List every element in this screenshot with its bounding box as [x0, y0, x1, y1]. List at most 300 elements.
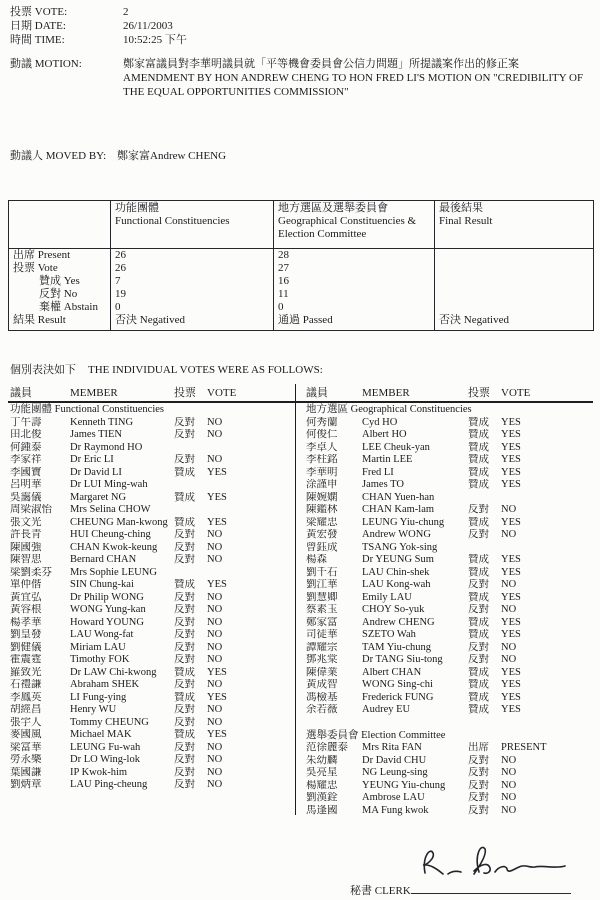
- present-final: [435, 249, 594, 263]
- member-name-en: CHAN Kwok-keung: [70, 541, 158, 553]
- member-name-zh: 吳靄儀: [10, 491, 42, 503]
- member-name-zh: 張宇人: [10, 716, 42, 728]
- vote-en: YES: [207, 491, 227, 503]
- table-row: [306, 805, 593, 818]
- abstain-final: [435, 301, 594, 314]
- result-geographical: 通過 Passed: [274, 314, 435, 331]
- present-label: 出席 Present: [9, 249, 111, 263]
- vote-en: NO: [501, 604, 517, 615]
- member-name-en: Abraham SHEK: [70, 679, 140, 690]
- member-name-zh: 李卓人: [306, 441, 338, 453]
- clerk-signature-scribble: [413, 841, 571, 885]
- table-row: [306, 454, 593, 467]
- no-functional: 19: [111, 288, 274, 301]
- member-name-en: LEUNG Yiu-chung: [362, 516, 445, 528]
- vote-en: NO: [207, 641, 223, 653]
- member-name-en: Dr LUI Ming-wah: [70, 479, 148, 490]
- member-name-zh: 陳偉業: [306, 666, 338, 678]
- table-row: [306, 604, 593, 617]
- functional-votes-list: [10, 404, 293, 792]
- vote-zh: 贊成: [468, 479, 489, 490]
- member-name-zh: 余若薇: [306, 704, 338, 715]
- member-name-en: Frederick FUNG: [362, 691, 434, 703]
- vote-zh: 贊成: [468, 516, 489, 528]
- summary-header-functional-zh: 功能團體: [115, 202, 159, 214]
- vote-en: NO: [501, 754, 517, 766]
- table-row: [306, 667, 593, 680]
- vote-en: YES: [501, 554, 521, 565]
- summary-header-geographical: [274, 201, 435, 249]
- member-name-zh: 劉江華: [306, 579, 338, 590]
- individual-votes-intro-zh: 個別表決如下: [10, 364, 76, 376]
- moved-by-label: 動議人 MOVED BY:: [10, 150, 107, 162]
- summary-header-row: [9, 201, 594, 249]
- table-row: [306, 567, 593, 580]
- member-name-zh: 楊森: [306, 554, 327, 565]
- result-final: 否決 Negatived: [435, 314, 594, 331]
- table-row: [306, 479, 593, 492]
- vote-zh: 贊成: [468, 554, 489, 565]
- vote-en: NO: [207, 704, 223, 715]
- vote-zh: [468, 542, 501, 555]
- vote-en: PRESENT: [501, 742, 547, 753]
- table-row: [306, 529, 593, 542]
- table-row: [306, 492, 593, 505]
- vote-en-header: VOTE: [501, 387, 531, 399]
- table-row: [306, 742, 593, 755]
- vote-en: YES: [501, 516, 521, 528]
- table-row: [306, 755, 593, 768]
- member-name-zh: 李華明: [306, 466, 338, 478]
- vote-en: YES: [501, 629, 521, 640]
- summary-header-geographical-en: Geographical Constituencies & Election Committee: [278, 215, 417, 240]
- vote-zh: [174, 567, 207, 580]
- vote-en: NO: [207, 766, 223, 778]
- table-row: [10, 542, 293, 555]
- member-name-zh: 黃宏發: [306, 529, 338, 540]
- table-row: [10, 654, 293, 667]
- table-row: [9, 275, 594, 288]
- table-row: [306, 554, 593, 567]
- table-row: [306, 692, 593, 705]
- table-row: [306, 442, 593, 455]
- member-name-zh: 劉千石: [306, 566, 338, 578]
- table-row: [10, 442, 293, 455]
- vote-en: NO: [501, 804, 517, 816]
- member-name-zh: 鄧兆棠: [306, 654, 338, 665]
- vote-en: NO: [207, 454, 223, 465]
- member-name-en: CHAN Yuen-han: [362, 491, 435, 503]
- vote-en: YES: [501, 429, 521, 440]
- member-name-zh: 羅致光: [10, 666, 42, 678]
- member-name-zh: 黃容根: [10, 604, 42, 615]
- vote-zh: 贊成: [174, 466, 195, 478]
- vote-en: YES: [501, 691, 521, 703]
- member-name-en: Margaret NG: [70, 491, 127, 503]
- member-name-en: LAU Wong-fat: [70, 629, 134, 640]
- member-name-en: Dr YEUNG Sum: [362, 554, 434, 565]
- vote-number-value: 2: [123, 6, 129, 18]
- member-name-zh: 司徒華: [306, 629, 338, 640]
- individual-votes-intro-en: THE INDIVIDUAL VOTES WERE AS FOLLOWS:: [88, 364, 323, 376]
- vote-en: YES: [501, 704, 521, 715]
- table-row: [306, 654, 593, 667]
- vote-zh: 反對: [468, 754, 489, 766]
- member-name-en: LEE Cheuk-yan: [362, 441, 430, 453]
- abstain-functional: 0: [111, 301, 274, 314]
- vote-zh: 反對: [174, 416, 195, 428]
- table-row: [306, 429, 593, 442]
- vote-zh: 反對: [174, 616, 195, 628]
- member-name-zh: 黃宜弘: [10, 591, 42, 603]
- vote-en: NO: [207, 541, 223, 553]
- member-name-zh: 陳國強: [10, 541, 42, 553]
- member-name-en: Dr TANG Siu-tong: [362, 654, 443, 665]
- vote-en: YES: [501, 616, 521, 628]
- table-row: [9, 249, 594, 263]
- vote-en: [207, 567, 293, 580]
- vote-zh: 反對: [174, 716, 195, 728]
- member-name-zh: 劉慧卿: [306, 591, 338, 603]
- vote-zh: 反對: [468, 792, 489, 803]
- member-name-zh: 范徐麗泰: [306, 742, 348, 753]
- member-name-en: Ambrose LAU: [362, 792, 425, 803]
- vote-en: NO: [501, 641, 517, 653]
- present-geographical: 28: [274, 249, 435, 263]
- vote-en: NO: [207, 754, 223, 765]
- member-name-zh: 霍震霆: [10, 654, 42, 665]
- vote-zh: 反對: [174, 779, 195, 790]
- member-name-en: Dr LAW Chi-kwong: [70, 666, 157, 678]
- vote-zh: 贊成: [468, 679, 489, 690]
- table-row: [306, 780, 593, 793]
- vote-zh: 贊成: [468, 416, 489, 428]
- vote-geographical: 27: [274, 262, 435, 275]
- vote-en: [207, 442, 293, 455]
- table-row: [306, 679, 593, 692]
- vote-en: NO: [501, 654, 517, 665]
- summary-header-final-zh: 最後結果: [439, 202, 483, 214]
- member-en-header: MEMBER: [362, 387, 410, 399]
- member-name-zh: 周梁淑怡: [10, 504, 52, 515]
- section-title-election-committee: 選舉委員會 Election Committee: [306, 729, 446, 741]
- vote-final: [435, 262, 594, 275]
- vote-zh: 反對: [174, 754, 195, 765]
- clerk-signature-block: [350, 882, 571, 898]
- vote-zh: 反對: [174, 529, 195, 540]
- vote-en: NO: [207, 591, 223, 603]
- member-name-zh: 張文光: [10, 516, 42, 528]
- result-label: 結果 Result: [9, 314, 111, 331]
- time-value: 10:52:25 下午: [123, 34, 187, 46]
- vote-en: NO: [207, 716, 223, 728]
- clerk-label: 秘書 CLERK: [350, 885, 411, 897]
- member-name-zh: 單仲偕: [10, 579, 42, 590]
- vote-zh: 反對: [174, 454, 195, 465]
- member-name-zh: 何鍾泰: [10, 441, 42, 453]
- member-name-en: Dr David LI: [70, 466, 122, 478]
- table-row: [10, 767, 293, 780]
- table-row: [10, 754, 293, 767]
- vote-zh: 出席: [468, 742, 489, 753]
- member-name-en: NG Leung-sing: [362, 767, 428, 778]
- member-name-en: Dr Philip WONG: [70, 591, 144, 603]
- table-row: [306, 767, 593, 780]
- member-name-zh: 劉炳章: [10, 779, 42, 790]
- member-name-en: CHOY So-yuk: [362, 604, 425, 615]
- member-name-en: Audrey EU: [362, 704, 411, 715]
- member-name-en: YEUNG Yiu-chung: [362, 779, 446, 791]
- member-name-en: CHAN Kam-lam: [362, 504, 435, 515]
- vote-zh: 贊成: [174, 491, 195, 503]
- vote-number-label: 投票 VOTE:: [10, 6, 68, 18]
- table-row: [306, 592, 593, 605]
- vote-zh: 贊成: [468, 591, 489, 603]
- summary-header-empty: [9, 201, 111, 249]
- vote-zh: 反對: [468, 654, 489, 665]
- time-label: 時間 TIME:: [10, 34, 65, 46]
- table-row: [10, 729, 293, 742]
- member-name-zh: 李國寶: [10, 466, 42, 478]
- vote-en: YES: [207, 729, 227, 740]
- member-name-en: James TO: [362, 479, 404, 490]
- member-name-en: Mrs Selina CHOW: [70, 504, 151, 515]
- vote-zh: 贊成: [468, 616, 489, 628]
- member-name-en: LAU Ping-cheung: [70, 779, 148, 790]
- member-name-en: Emily LAU: [362, 591, 412, 603]
- member-name-zh: 鄭家富: [306, 616, 338, 628]
- member-name-en: CHEUNG Man-kwong: [70, 516, 168, 528]
- table-row: [9, 262, 594, 275]
- table-row: [10, 454, 293, 467]
- vote-en: [207, 479, 293, 492]
- vote-en: NO: [207, 554, 223, 565]
- member-name-zh: 田北俊: [10, 429, 42, 440]
- vote-en: NO: [501, 792, 517, 803]
- vote-en: YES: [501, 666, 521, 678]
- vote-en: NO: [207, 416, 223, 428]
- vote-zh: 反對: [174, 654, 195, 665]
- member-name-zh: 朱幼麟: [306, 754, 338, 766]
- vote-en: NO: [501, 579, 517, 590]
- vote-zh: 反對: [174, 604, 195, 615]
- member-name-en: Dr LO Wing-lok: [70, 754, 140, 765]
- vote-zh: 反對: [468, 779, 489, 791]
- vote-label: 投票 Vote: [9, 262, 111, 275]
- table-row: [306, 629, 593, 642]
- section-title-functional: 功能團體 Functional Constituencies: [10, 404, 164, 415]
- vote-zh: 反對: [174, 629, 195, 640]
- table-row: [306, 579, 593, 592]
- member-name-zh: 許長青: [10, 529, 42, 540]
- vote-zh: 反對: [468, 767, 489, 778]
- member-name-en: LAU Chin-shek: [362, 566, 430, 578]
- member-name-en: Martin LEE: [362, 454, 413, 465]
- vote-en: NO: [207, 654, 223, 665]
- table-row: [10, 554, 293, 567]
- member-name-en: LEUNG Fu-wah: [70, 741, 141, 753]
- summary-header-functional: [111, 201, 274, 249]
- vote-en: [501, 492, 593, 505]
- motion-text-zh: 鄭家富議員對李華明議員就「平等機會委員會公信力問題」所提議案作出的修正案: [123, 58, 519, 70]
- vote-en: YES: [501, 566, 521, 578]
- moved-by-value: 鄭家富Andrew CHENG: [117, 150, 227, 162]
- member-name-zh: 丁午壽: [10, 416, 42, 428]
- no-final: [435, 288, 594, 301]
- vote-en: YES: [207, 666, 227, 678]
- table-row: [10, 717, 293, 730]
- yes-label: 贊成 Yes: [9, 275, 111, 288]
- member-name-zh: 石禮謙: [10, 679, 42, 690]
- vote-zh: 反對: [468, 504, 489, 515]
- member-name-zh: 吳亮星: [306, 767, 338, 778]
- member-name-en: Dr Eric LI: [70, 454, 114, 465]
- vote-zh-header: 投票: [174, 387, 196, 399]
- member-name-en: MA Fung kwok: [362, 804, 429, 816]
- vote-zh: 贊成: [468, 566, 489, 578]
- table-row: [10, 742, 293, 755]
- table-row: [10, 417, 293, 430]
- vote-en: NO: [501, 767, 517, 778]
- member-name-en: Kenneth TING: [70, 416, 134, 428]
- member-name-zh: 涂謹申: [306, 479, 338, 490]
- table-row: [10, 429, 293, 442]
- table-row: [10, 617, 293, 630]
- member-name-en: Albert HO: [362, 429, 407, 440]
- vote-zh: 贊成: [468, 429, 489, 440]
- signature-line: [411, 882, 571, 894]
- abstain-label: 棄權 Abstain: [9, 301, 111, 314]
- member-name-en: Dr Raymond HO: [70, 441, 143, 453]
- member-zh-header: 議員: [306, 387, 328, 399]
- vote-en: YES: [207, 466, 227, 478]
- table-row: [10, 679, 293, 692]
- member-name-en: Cyd HO: [362, 416, 398, 428]
- member-name-zh: 李鳳英: [10, 691, 42, 703]
- vote-en: NO: [207, 779, 223, 790]
- vote-en: YES: [207, 516, 227, 528]
- member-name-zh: 曾鈺成: [306, 541, 338, 553]
- vote-zh: 贊成: [468, 629, 489, 640]
- vote-en: NO: [501, 529, 517, 540]
- member-name-en: Fred LI: [362, 466, 394, 478]
- member-name-zh: 陳鑑林: [306, 504, 338, 515]
- member-name-en: Henry WU: [70, 704, 117, 715]
- member-name-zh: 馮檢基: [306, 691, 338, 703]
- table-row: [306, 467, 593, 480]
- vote-en: YES: [501, 679, 521, 690]
- member-name-zh: 譚耀宗: [306, 641, 338, 653]
- vote-zh: 反對: [468, 579, 489, 590]
- member-name-en: Andrew WONG: [362, 529, 431, 540]
- votes-header-left: [10, 386, 290, 400]
- member-name-zh: 呂明華: [10, 479, 42, 490]
- motion-text: [123, 57, 591, 99]
- vote-en-header: VOTE: [207, 387, 237, 399]
- member-name-en: Michael MAK: [70, 729, 132, 740]
- table-row: [10, 629, 293, 642]
- member-en-header: MEMBER: [70, 387, 118, 399]
- vote-zh: 反對: [468, 604, 489, 615]
- vote-en: NO: [207, 679, 223, 690]
- table-row: [306, 517, 593, 530]
- vote-functional: 26: [111, 262, 274, 275]
- election-committee-rows: [306, 742, 593, 817]
- member-name-en: Mrs Rita FAN: [362, 742, 422, 753]
- table-row: [306, 642, 593, 655]
- date-value: 26/11/2003: [123, 20, 173, 32]
- vote-zh: 贊成: [468, 704, 489, 715]
- functional-rows: [10, 417, 293, 792]
- table-row: [9, 301, 594, 314]
- member-name-zh: 何秀蘭: [306, 416, 338, 428]
- vote-en: [207, 504, 293, 517]
- member-name-en: James TIEN: [70, 429, 123, 440]
- abstain-geographical: 0: [274, 301, 435, 314]
- member-name-zh: 勞永樂: [10, 754, 42, 765]
- table-row: [10, 604, 293, 617]
- member-name-zh: 劉皇發: [10, 629, 42, 640]
- table-row: [10, 492, 293, 505]
- member-name-en: TAM Yiu-chung: [362, 641, 432, 653]
- member-name-en: Bernard CHAN: [70, 554, 137, 565]
- member-name-en: TSANG Yok-sing: [362, 541, 438, 553]
- vote-en: YES: [501, 479, 521, 490]
- member-name-zh: 蔡素玉: [306, 604, 338, 615]
- no-label: 反對 No: [9, 288, 111, 301]
- table-row: [10, 579, 293, 592]
- geographical-votes-list: [306, 404, 593, 817]
- table-row: [306, 542, 593, 555]
- vote-zh: [174, 504, 207, 517]
- vote-zh: [174, 479, 207, 492]
- member-name-en: Miriam LAU: [70, 641, 126, 653]
- vote-zh: 反對: [174, 741, 195, 753]
- member-name-en: WONG Sing-chi: [362, 679, 433, 690]
- table-row: [10, 517, 293, 530]
- vote-en: NO: [207, 604, 223, 615]
- vote-en: NO: [207, 616, 223, 628]
- member-name-zh: 何俊仁: [306, 429, 338, 440]
- vote-en: NO: [501, 779, 517, 791]
- vote-en: NO: [207, 629, 223, 640]
- vote-en: YES: [501, 454, 521, 465]
- vote-zh: 反對: [174, 429, 195, 440]
- member-name-zh: 李家祥: [10, 454, 42, 465]
- vote-en: NO: [501, 504, 517, 515]
- member-name-zh: 李柱銘: [306, 454, 338, 465]
- member-name-zh: 麥國風: [10, 729, 42, 740]
- vote-en: YES: [501, 466, 521, 478]
- present-functional: 26: [111, 249, 274, 263]
- date-label: 日期 DATE:: [10, 20, 66, 32]
- vote-zh: 贊成: [174, 729, 195, 740]
- yes-final: [435, 275, 594, 288]
- member-zh-header: 議員: [10, 387, 32, 399]
- member-name-zh: 馬逢國: [306, 804, 338, 816]
- table-row: [9, 314, 594, 331]
- vote-zh: 反對: [174, 641, 195, 653]
- vote-zh: 反對: [468, 641, 489, 653]
- member-name-en: Mrs Sophie LEUNG: [70, 566, 157, 578]
- vote-en: YES: [501, 591, 521, 603]
- member-name-zh: 黃成智: [306, 679, 338, 690]
- member-name-zh: 葉國謙: [10, 766, 42, 778]
- member-name-zh: 劉漢銓: [306, 792, 338, 803]
- member-name-zh: 楊耀忠: [306, 779, 338, 791]
- member-name-zh: 陳智思: [10, 554, 42, 565]
- summary-header-final-en: Final Result: [439, 215, 493, 227]
